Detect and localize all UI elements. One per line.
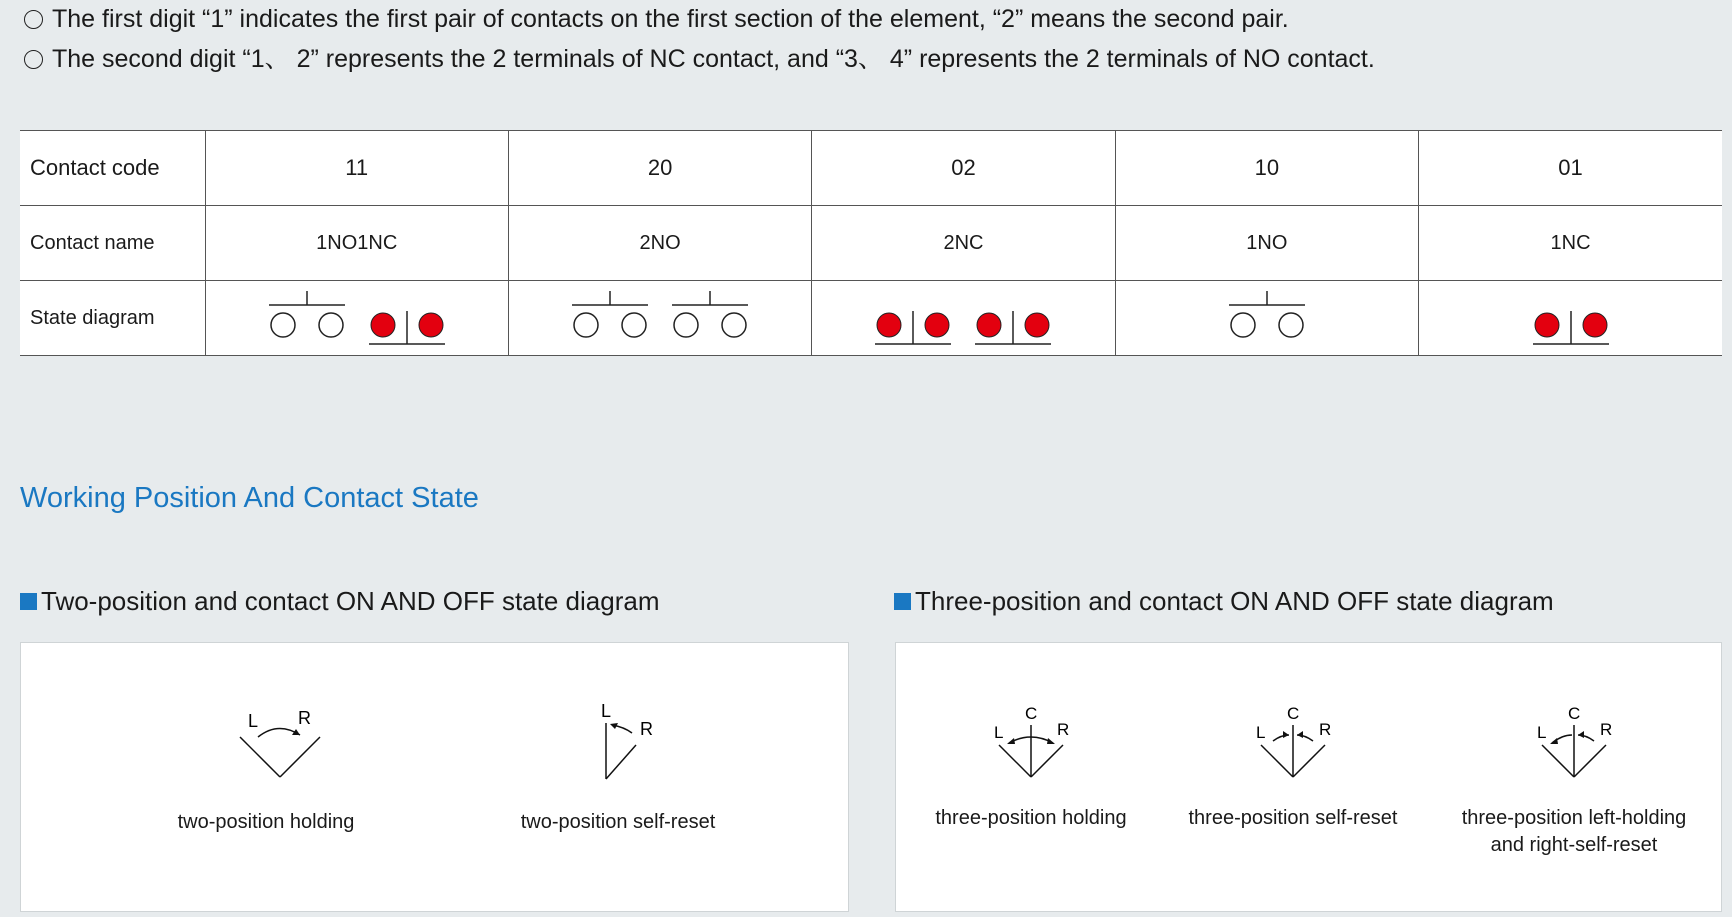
label-right: R xyxy=(298,708,311,728)
closed-contact-icon xyxy=(371,313,395,337)
label-left: L xyxy=(1256,723,1266,742)
cell-code: 01 xyxy=(1419,131,1722,206)
closed-contact-icon xyxy=(1535,313,1559,337)
cell-name: 2NC xyxy=(812,206,1115,281)
label-center: C xyxy=(1568,704,1581,723)
cell-diagram xyxy=(1419,281,1722,356)
cell-diagram xyxy=(508,281,811,356)
table-row-code xyxy=(20,131,1722,206)
table-row-diagram xyxy=(20,281,1722,356)
closed-contact-icon xyxy=(877,313,901,337)
circle-bullet-icon xyxy=(24,10,43,29)
label-right: R xyxy=(640,719,653,739)
three-position-self-reset-icon xyxy=(1223,699,1363,789)
cell-diagram xyxy=(205,281,508,356)
heading-text: Two-position and contact ON AND OFF state diagram xyxy=(41,586,660,616)
two-position-holding xyxy=(121,699,411,899)
three-position-heading xyxy=(894,586,1554,617)
three-position-self-reset xyxy=(1168,699,1418,899)
heading-text: Three-position and contact ON AND OFF state diagram xyxy=(915,586,1554,616)
open-contact-icon xyxy=(271,313,295,337)
row-label-code: Contact code xyxy=(20,131,205,206)
open-contact-icon xyxy=(574,313,598,337)
caption: three-position self-reset xyxy=(1188,807,1398,829)
note-first-digit xyxy=(24,4,1289,34)
table-row-name xyxy=(20,206,1722,281)
two-position-self-reset xyxy=(473,699,763,899)
open-contact-icon xyxy=(722,313,746,337)
label-center: C xyxy=(1025,704,1038,723)
cell-name: 2NO xyxy=(508,206,811,281)
closed-contact-icon xyxy=(977,313,1001,337)
row-label-name: Contact name xyxy=(20,206,205,281)
three-position-left-holding-right-self-reset xyxy=(1434,699,1714,899)
square-bullet-icon xyxy=(894,593,911,610)
caption: two-position self-reset xyxy=(520,811,716,833)
closed-contact-icon xyxy=(925,313,949,337)
three-position-holding xyxy=(906,699,1156,899)
label-center: C xyxy=(1287,704,1300,723)
cell-diagram xyxy=(1115,281,1418,356)
cell-code: 20 xyxy=(508,131,811,206)
two-position-panel xyxy=(20,642,849,912)
closed-contact-icon xyxy=(1583,313,1607,337)
label-right: R xyxy=(1600,720,1613,739)
label-right: R xyxy=(1319,720,1332,739)
caption: three-position holding xyxy=(935,807,1127,829)
open-contact-icon xyxy=(1231,313,1255,337)
two-position-self-reset-icon xyxy=(548,699,688,789)
label-left: L xyxy=(601,701,612,721)
state-diagram-icon xyxy=(863,281,1063,355)
three-position-panel xyxy=(895,642,1722,912)
cell-code: 10 xyxy=(1115,131,1418,206)
section-title: Working Position And Contact State xyxy=(20,482,479,514)
cell-name: 1NC xyxy=(1419,206,1722,281)
state-diagram-icon xyxy=(257,281,457,355)
open-contact-icon xyxy=(1279,313,1303,337)
circle-bullet-icon xyxy=(24,50,43,69)
label-right: R xyxy=(1057,720,1070,739)
closed-contact-icon xyxy=(419,313,443,337)
two-position-heading xyxy=(20,586,659,617)
open-contact-icon xyxy=(319,313,343,337)
state-diagram-icon xyxy=(1167,281,1367,355)
label-left: L xyxy=(994,723,1004,742)
state-diagram-icon xyxy=(560,281,760,355)
two-position-holding-icon xyxy=(196,699,336,789)
three-position-holding-icon xyxy=(961,699,1101,789)
row-label-diagram: State diagram xyxy=(20,281,205,356)
state-diagram-icon xyxy=(1471,281,1671,355)
closed-contact-icon xyxy=(1025,313,1049,337)
open-contact-icon xyxy=(674,313,698,337)
three-position-left-holding-icon xyxy=(1504,699,1644,789)
cell-code: 02 xyxy=(812,131,1115,206)
square-bullet-icon xyxy=(20,593,37,610)
cell-name: 1NO1NC xyxy=(205,206,508,281)
note-second-digit xyxy=(24,44,1375,74)
caption xyxy=(1434,805,1714,859)
note-text: The first digit “1” indicates the first pair of contacts on the first section of the element, “2” means the second pair. xyxy=(52,5,1289,33)
caption-line: three-position left-holding xyxy=(1461,807,1687,829)
open-contact-icon xyxy=(622,313,646,337)
caption: two-position holding xyxy=(177,811,355,833)
cell-name: 1NO xyxy=(1115,206,1418,281)
label-left: L xyxy=(1537,723,1547,742)
cell-code: 11 xyxy=(205,131,508,206)
cell-diagram xyxy=(812,281,1115,356)
label-left: L xyxy=(248,711,259,731)
note-text: The second digit “1、 2” represents the 2 terminals of NC contact, and “3、 4” represents the 2 terminals of NO contact. xyxy=(52,45,1375,73)
contact-code-table xyxy=(20,130,1722,356)
caption-line: and right-self-reset xyxy=(1490,834,1658,856)
